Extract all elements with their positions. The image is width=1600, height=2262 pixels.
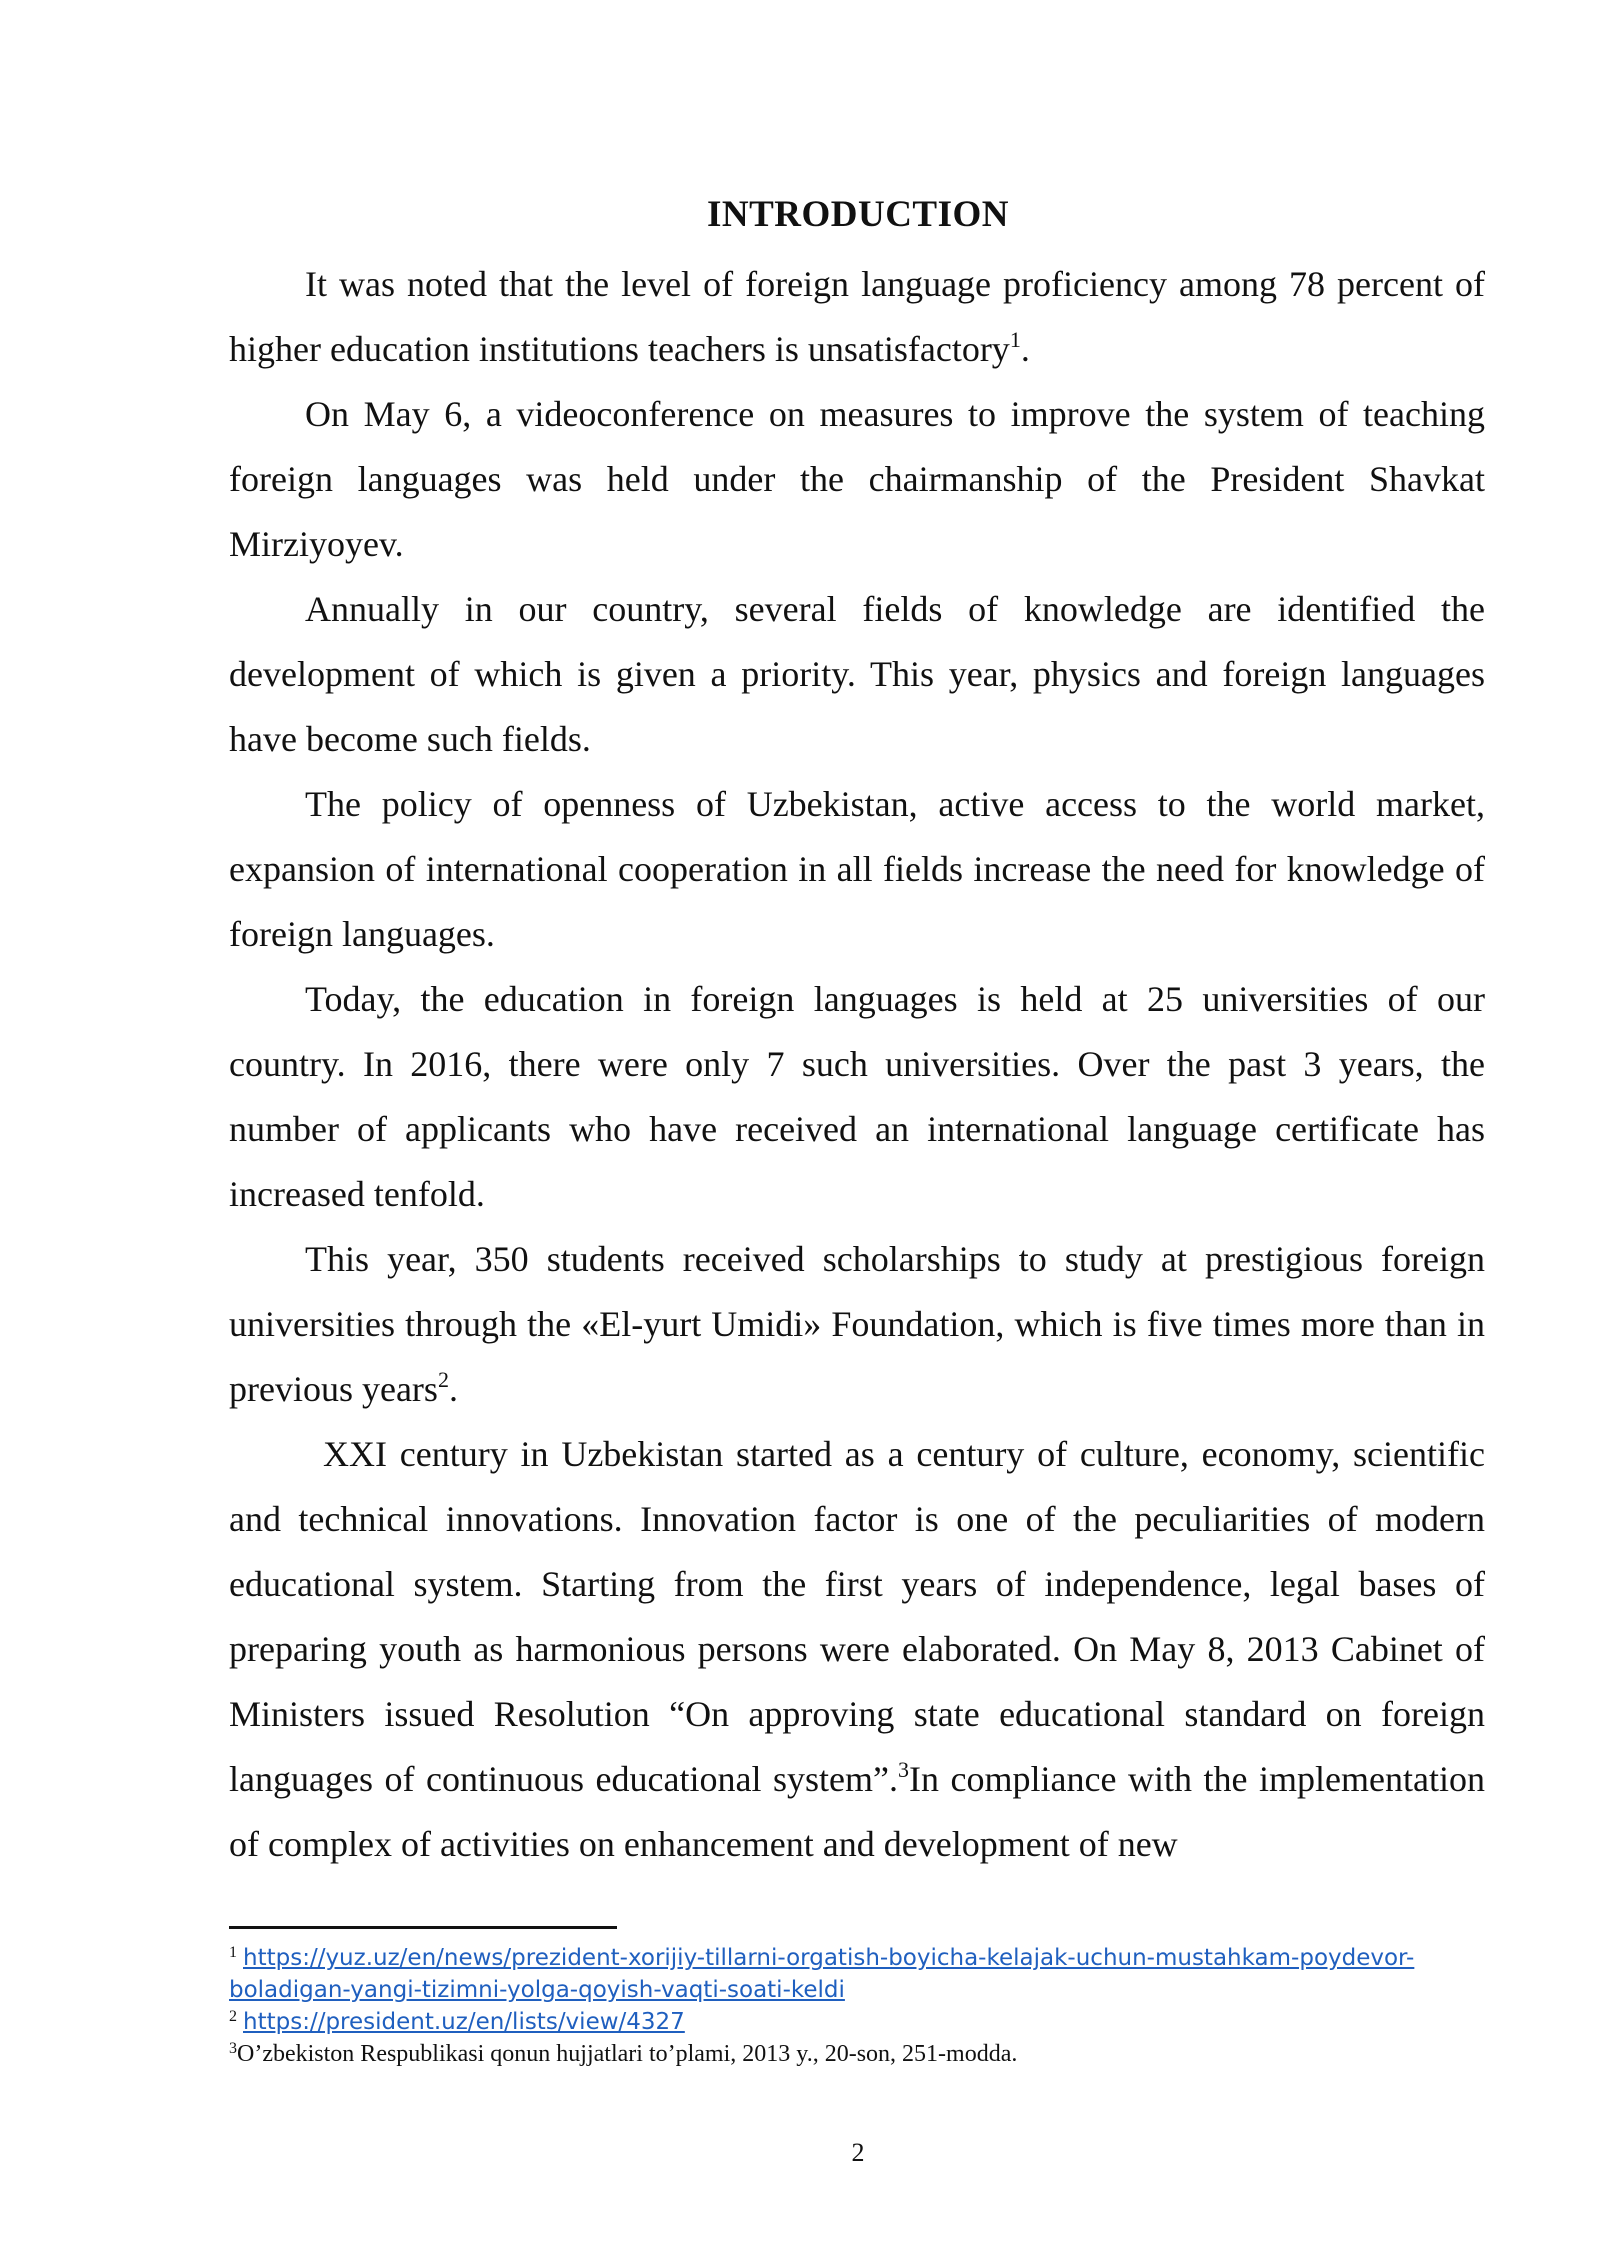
paragraph-4 (229, 772, 1485, 967)
paragraph-text: XXI century in Uzbekistan started as a century of culture, economy, scientific and technical innovations. Innovation factor is one of the peculiarities of modern educational system. Starting from the first years of independence, legal bases of preparing youth as harmonious persons were elaborated. On May 8, 2013 Cabinet of Ministers issued Resolution “On approving state educational standard on foreign languages of continuous educational system”. (229, 1434, 1485, 1799)
paragraph-text: This year, 350 students received scholarships to study at prestigious foreign universities through the «El-yurt Umidi» Foundation, which is five times more than in previous years (229, 1239, 1485, 1409)
footnote-1 (229, 1942, 1485, 2006)
paragraph-text: On May 6, a videoconference on measures to improve the system of teaching foreign languages was held under the chairmanship of the President Shavkat Mirziyoyev. (229, 394, 1485, 564)
footnote-ref-2[interactable]: 2 (437, 1367, 449, 1392)
footnote-separator (229, 1926, 617, 1929)
paragraph-2 (229, 382, 1485, 577)
footnote-link-1[interactable]: https://yuz.uz/en/news/prezident-xorijiy-tillarni-orgatish-boyicha-kelajak-uchun-mustahkam-poydevor-boladigan-yangi-tizimni-yolga-qoyish-vaqti-soati-keldi (229, 1945, 1415, 2003)
footnote-number: 3 (229, 2040, 237, 2057)
paragraph-tail: . (448, 1369, 458, 1409)
paragraph-6 (229, 1227, 1485, 1422)
footnote-ref-3[interactable]: 3 (898, 1757, 909, 1782)
footnote-number: 1 (229, 1944, 237, 1961)
body-text (229, 252, 1485, 1877)
footnote-2 (229, 2006, 1485, 2038)
paragraph-tail: . (1020, 329, 1030, 369)
footnote-link-2[interactable]: https://president.uz/en/lists/view/4327 (243, 2009, 685, 2035)
page-title: INTRODUCTION (706, 194, 1010, 235)
footnote-number: 2 (229, 2008, 237, 2025)
paragraph-5 (229, 967, 1485, 1227)
paragraph-7 (229, 1422, 1485, 1877)
paragraph-text: Annually in our country, several fields of knowledge are identified the development of which is given a priority. This year, physics and foreign languages have become such fields. (229, 589, 1485, 759)
paragraph-tail: In compliance with the implementation of complex of activities on enhancement and development of new (229, 1759, 1486, 1864)
footnote-ref-1[interactable]: 1 (1009, 327, 1021, 352)
paragraph-text: The policy of openness of Uzbekistan, active access to the world market, expansion of international cooperation in all fields increase the need for knowledge of foreign languages. (229, 784, 1485, 954)
page-number: 2 (851, 2138, 865, 2167)
paragraph-text: Today, the education in foreign languages is held at 25 universities of our country. In 2016, there were only 7 such universities. Over the past 3 years, the number of applicants who have received an international language certificate has increased tenfold. (229, 979, 1485, 1214)
paragraph-text: It was noted that the level of foreign language proficiency among 78 percent of higher education institutions teachers is unsatisfactory (229, 264, 1485, 369)
footnotes (229, 1942, 1485, 2070)
footnote-text: O’zbekiston Respublikasi qonun hujjatlari to’plami, 2013 y., 20-son, 251-modda. (237, 2041, 1018, 2067)
paragraph-1 (229, 252, 1485, 382)
paragraph-3 (229, 577, 1485, 772)
footnote-3 (229, 2038, 1485, 2070)
